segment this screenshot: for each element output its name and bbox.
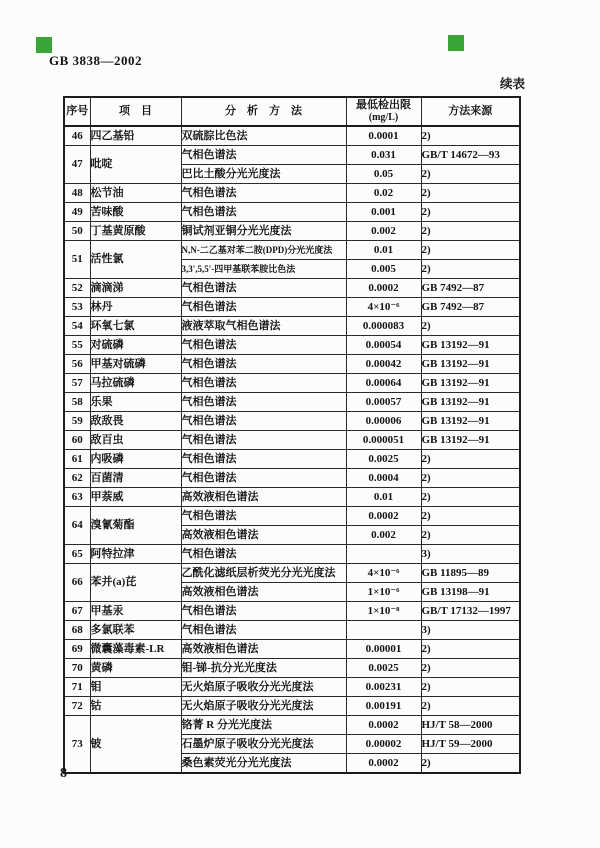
detection-limit-cell: 4×10⁻⁶	[346, 298, 421, 317]
detection-limit-cell: 0.00057	[346, 393, 421, 412]
item-name-cell: 活性氯	[90, 241, 181, 279]
method-source-cell: GB 13192—91	[421, 431, 520, 450]
row-number-cell: 58	[64, 393, 90, 412]
method-source-cell: GB 13192—91	[421, 393, 520, 412]
row-number-cell: 47	[64, 146, 90, 184]
detection-limit-cell: 4×10⁻⁶	[346, 564, 421, 583]
item-name-cell: 对硫磷	[90, 336, 181, 355]
item-name-cell: 钼	[90, 678, 181, 697]
item-name-cell: 敌百虫	[90, 431, 181, 450]
analysis-method-cell: N,N-二乙基对苯二胺(DPD)分光光度法	[181, 241, 346, 260]
detection-limit-cell: 0.001	[346, 203, 421, 222]
item-name-cell: 四乙基铅	[90, 126, 181, 146]
item-name-cell: 滴滴涕	[90, 279, 181, 298]
row-number-cell: 48	[64, 184, 90, 203]
detection-limit-cell: 0.000051	[346, 431, 421, 450]
analysis-method-cell: 高效液相色谱法	[181, 488, 346, 507]
analysis-method-cell: 气相色谱法	[181, 469, 346, 488]
method-source-cell: GB 13192—91	[421, 412, 520, 431]
header-limit	[346, 97, 421, 126]
header-method: 分 析 方 法	[181, 97, 346, 126]
analysis-method-cell: 无火焰原子吸收分光光度法	[181, 697, 346, 716]
method-source-cell: HJ/T 59—2000	[421, 735, 520, 754]
detection-limit-cell: 0.002	[346, 222, 421, 241]
row-number-cell: 69	[64, 640, 90, 659]
detection-limit-cell: 0.0002	[346, 279, 421, 298]
method-source-cell: GB 13192—91	[421, 336, 520, 355]
method-source-cell: 3)	[421, 621, 520, 640]
table-row	[64, 431, 520, 450]
detection-limit-cell: 0.00064	[346, 374, 421, 393]
detection-limit-cell: 0.0025	[346, 450, 421, 469]
analysis-method-cell: 巴比土酸分光光度法	[181, 165, 346, 184]
analysis-method-cell: 气相色谱法	[181, 146, 346, 165]
analysis-method-cell: 气相色谱法	[181, 203, 346, 222]
table-row	[64, 621, 520, 640]
method-source-cell: 2)	[421, 678, 520, 697]
continued-table-label: 续表	[499, 77, 525, 91]
method-source-cell: 2)	[421, 317, 520, 336]
row-number-cell: 63	[64, 488, 90, 507]
row-number-cell: 53	[64, 298, 90, 317]
analysis-method-cell: 液液萃取气相色谱法	[181, 317, 346, 336]
analysis-method-cell: 气相色谱法	[181, 184, 346, 203]
detection-limit-cell: 0.005	[346, 260, 421, 279]
method-source-cell: 3)	[421, 545, 520, 564]
row-number-cell: 55	[64, 336, 90, 355]
analysis-method-cell: 气相色谱法	[181, 336, 346, 355]
row-number-cell: 68	[64, 621, 90, 640]
method-source-cell: GB 7492—87	[421, 279, 520, 298]
table-row	[64, 146, 520, 165]
analysis-methods-table	[63, 96, 521, 774]
table-row	[64, 241, 520, 260]
table-row	[64, 393, 520, 412]
method-source-cell: 2)	[421, 697, 520, 716]
table-row	[64, 412, 520, 431]
detection-limit-cell: 0.031	[346, 146, 421, 165]
method-source-cell: GB 13192—91	[421, 355, 520, 374]
detection-limit-cell: 0.00001	[346, 640, 421, 659]
row-number-cell: 62	[64, 469, 90, 488]
detection-limit-cell: 0.05	[346, 165, 421, 184]
method-source-cell: 2)	[421, 469, 520, 488]
row-number-cell: 49	[64, 203, 90, 222]
detection-limit-cell: 0.01	[346, 241, 421, 260]
item-name-cell: 百菌清	[90, 469, 181, 488]
method-source-cell: GB/T 14672—93	[421, 146, 520, 165]
table-row	[64, 203, 520, 222]
analysis-method-cell: 气相色谱法	[181, 298, 346, 317]
analysis-method-cell: 气相色谱法	[181, 621, 346, 640]
table-body	[64, 126, 520, 773]
method-source-cell: GB 13192—91	[421, 374, 520, 393]
item-name-cell: 溴氰菊酯	[90, 507, 181, 545]
method-source-cell: GB 11895—89	[421, 564, 520, 583]
item-name-cell: 铍	[90, 716, 181, 774]
header-item: 项 目	[90, 97, 181, 126]
table-row	[64, 716, 520, 735]
table-row	[64, 374, 520, 393]
method-source-cell: 2)	[421, 659, 520, 678]
item-name-cell: 丁基黄原酸	[90, 222, 181, 241]
detection-limit-cell: 0.0025	[346, 659, 421, 678]
item-name-cell: 多氯联苯	[90, 621, 181, 640]
method-source-cell: 2)	[421, 526, 520, 545]
header-source: 方法来源	[421, 97, 520, 126]
analysis-method-cell: 气相色谱法	[181, 431, 346, 450]
detection-limit-cell: 0.0001	[346, 126, 421, 146]
analysis-method-cell: 气相色谱法	[181, 602, 346, 621]
detection-limit-cell: 0.02	[346, 184, 421, 203]
table-row	[64, 640, 520, 659]
analysis-method-cell: 铜试剂亚铜分光光度法	[181, 222, 346, 241]
table-header-row	[64, 97, 520, 126]
header-limit-line1: 最低检出限	[356, 99, 411, 112]
item-name-cell: 黄磷	[90, 659, 181, 678]
table-row	[64, 545, 520, 564]
detection-limit-cell: 1×10⁻⁸	[346, 602, 421, 621]
item-name-cell: 马拉硫磷	[90, 374, 181, 393]
detection-limit-cell	[346, 621, 421, 640]
detection-limit-cell: 0.01	[346, 488, 421, 507]
detection-limit-cell: 0.00231	[346, 678, 421, 697]
table-row	[64, 355, 520, 374]
method-source-cell: 2)	[421, 222, 520, 241]
detection-limit-cell: 0.002	[346, 526, 421, 545]
row-number-cell: 70	[64, 659, 90, 678]
method-source-cell: 2)	[421, 640, 520, 659]
method-source-cell: 2)	[421, 754, 520, 774]
detection-limit-cell: 0.0002	[346, 716, 421, 735]
table-row	[64, 298, 520, 317]
analysis-method-cell: 高效液相色谱法	[181, 583, 346, 602]
analysis-method-cell: 铬菁 R 分光光度法	[181, 716, 346, 735]
method-source-cell: 2)	[421, 488, 520, 507]
item-name-cell: 钴	[90, 697, 181, 716]
analysis-method-cell: 气相色谱法	[181, 374, 346, 393]
analysis-method-cell: 气相色谱法	[181, 279, 346, 298]
green-corner-marker-right	[448, 35, 464, 51]
row-number-cell: 71	[64, 678, 90, 697]
table-row	[64, 279, 520, 298]
method-source-cell: 2)	[421, 450, 520, 469]
row-number-cell: 60	[64, 431, 90, 450]
analysis-method-cell: 高效液相色谱法	[181, 526, 346, 545]
item-name-cell: 苦味酸	[90, 203, 181, 222]
analysis-method-cell: 气相色谱法	[181, 450, 346, 469]
detection-limit-cell: 0.000083	[346, 317, 421, 336]
method-source-cell: GB/T 17132—1997	[421, 602, 520, 621]
method-source-cell: 2)	[421, 203, 520, 222]
detection-limit-cell: 0.0004	[346, 469, 421, 488]
detection-limit-cell: 0.0002	[346, 507, 421, 526]
method-source-cell: GB 7492—87	[421, 298, 520, 317]
item-name-cell: 甲萘威	[90, 488, 181, 507]
row-number-cell: 52	[64, 279, 90, 298]
table-row	[64, 697, 520, 716]
table-row	[64, 659, 520, 678]
row-number-cell: 64	[64, 507, 90, 545]
analysis-method-cell: 气相色谱法	[181, 545, 346, 564]
analysis-method-cell: 无火焰原子吸收分光光度法	[181, 678, 346, 697]
detection-limit-cell: 0.00054	[346, 336, 421, 355]
analysis-method-cell: 乙酰化滤纸层析荧光分光光度法	[181, 564, 346, 583]
row-number-cell: 46	[64, 126, 90, 146]
detection-limit-cell	[346, 545, 421, 564]
analysis-method-cell: 气相色谱法	[181, 393, 346, 412]
analysis-method-cell: 石墨炉原子吸收分光光度法	[181, 735, 346, 754]
table-row	[64, 222, 520, 241]
analysis-method-cell: 气相色谱法	[181, 412, 346, 431]
item-name-cell: 微囊藻毒素-LR	[90, 640, 181, 659]
row-number-cell: 57	[64, 374, 90, 393]
row-number-cell: 66	[64, 564, 90, 602]
detection-limit-cell: 0.00191	[346, 697, 421, 716]
table-row	[64, 507, 520, 526]
row-number-cell: 50	[64, 222, 90, 241]
row-number-cell: 73	[64, 716, 90, 774]
row-number-cell: 65	[64, 545, 90, 564]
table-row	[64, 488, 520, 507]
analysis-method-cell: 双硫腙比色法	[181, 126, 346, 146]
detection-limit-cell: 1×10⁻⁶	[346, 583, 421, 602]
item-name-cell: 阿特拉津	[90, 545, 181, 564]
doc-code: GB 3838—2002	[49, 53, 143, 68]
item-name-cell: 吡啶	[90, 146, 181, 184]
table-row	[64, 469, 520, 488]
item-name-cell: 苯并(a)芘	[90, 564, 181, 602]
analysis-method-cell: 钼-锑-抗分光光度法	[181, 659, 346, 678]
page-number: 8	[60, 766, 67, 781]
table-row	[64, 564, 520, 583]
row-number-cell: 51	[64, 241, 90, 279]
method-source-cell: GB 13198—91	[421, 583, 520, 602]
table-row	[64, 678, 520, 697]
method-source-cell: 2)	[421, 260, 520, 279]
header-limit-unit: (mg/L)	[368, 112, 399, 124]
method-source-cell: HJ/T 58—2000	[421, 716, 520, 735]
analysis-method-cell: 气相色谱法	[181, 507, 346, 526]
row-number-cell: 72	[64, 697, 90, 716]
table-row	[64, 336, 520, 355]
table-row	[64, 184, 520, 203]
table-row	[64, 602, 520, 621]
method-source-cell: 2)	[421, 126, 520, 146]
item-name-cell: 甲基对硫磷	[90, 355, 181, 374]
detection-limit-cell: 0.0002	[346, 754, 421, 774]
item-name-cell: 敌敌畏	[90, 412, 181, 431]
method-source-cell: 2)	[421, 165, 520, 184]
header-no: 序号	[64, 97, 90, 126]
detection-limit-cell: 0.00042	[346, 355, 421, 374]
detection-limit-cell: 0.00006	[346, 412, 421, 431]
item-name-cell: 乐果	[90, 393, 181, 412]
row-number-cell: 61	[64, 450, 90, 469]
item-name-cell: 内吸磷	[90, 450, 181, 469]
analysis-method-cell: 桑色素荧光分光光度法	[181, 754, 346, 774]
analysis-method-cell: 高效液相色谱法	[181, 640, 346, 659]
method-source-cell: 2)	[421, 241, 520, 260]
method-source-cell: 2)	[421, 507, 520, 526]
table-row	[64, 317, 520, 336]
method-source-cell: 2)	[421, 184, 520, 203]
item-name-cell: 甲基汞	[90, 602, 181, 621]
item-name-cell: 松节油	[90, 184, 181, 203]
item-name-cell: 林丹	[90, 298, 181, 317]
table-row	[64, 450, 520, 469]
row-number-cell: 54	[64, 317, 90, 336]
row-number-cell: 56	[64, 355, 90, 374]
analysis-method-cell: 气相色谱法	[181, 355, 346, 374]
row-number-cell: 67	[64, 602, 90, 621]
green-corner-marker-left	[36, 37, 52, 53]
detection-limit-cell: 0.00002	[346, 735, 421, 754]
item-name-cell: 环氧七氯	[90, 317, 181, 336]
row-number-cell: 59	[64, 412, 90, 431]
analysis-method-cell: 3,3',5,5'-四甲基联苯胺比色法	[181, 260, 346, 279]
table-row	[64, 126, 520, 146]
